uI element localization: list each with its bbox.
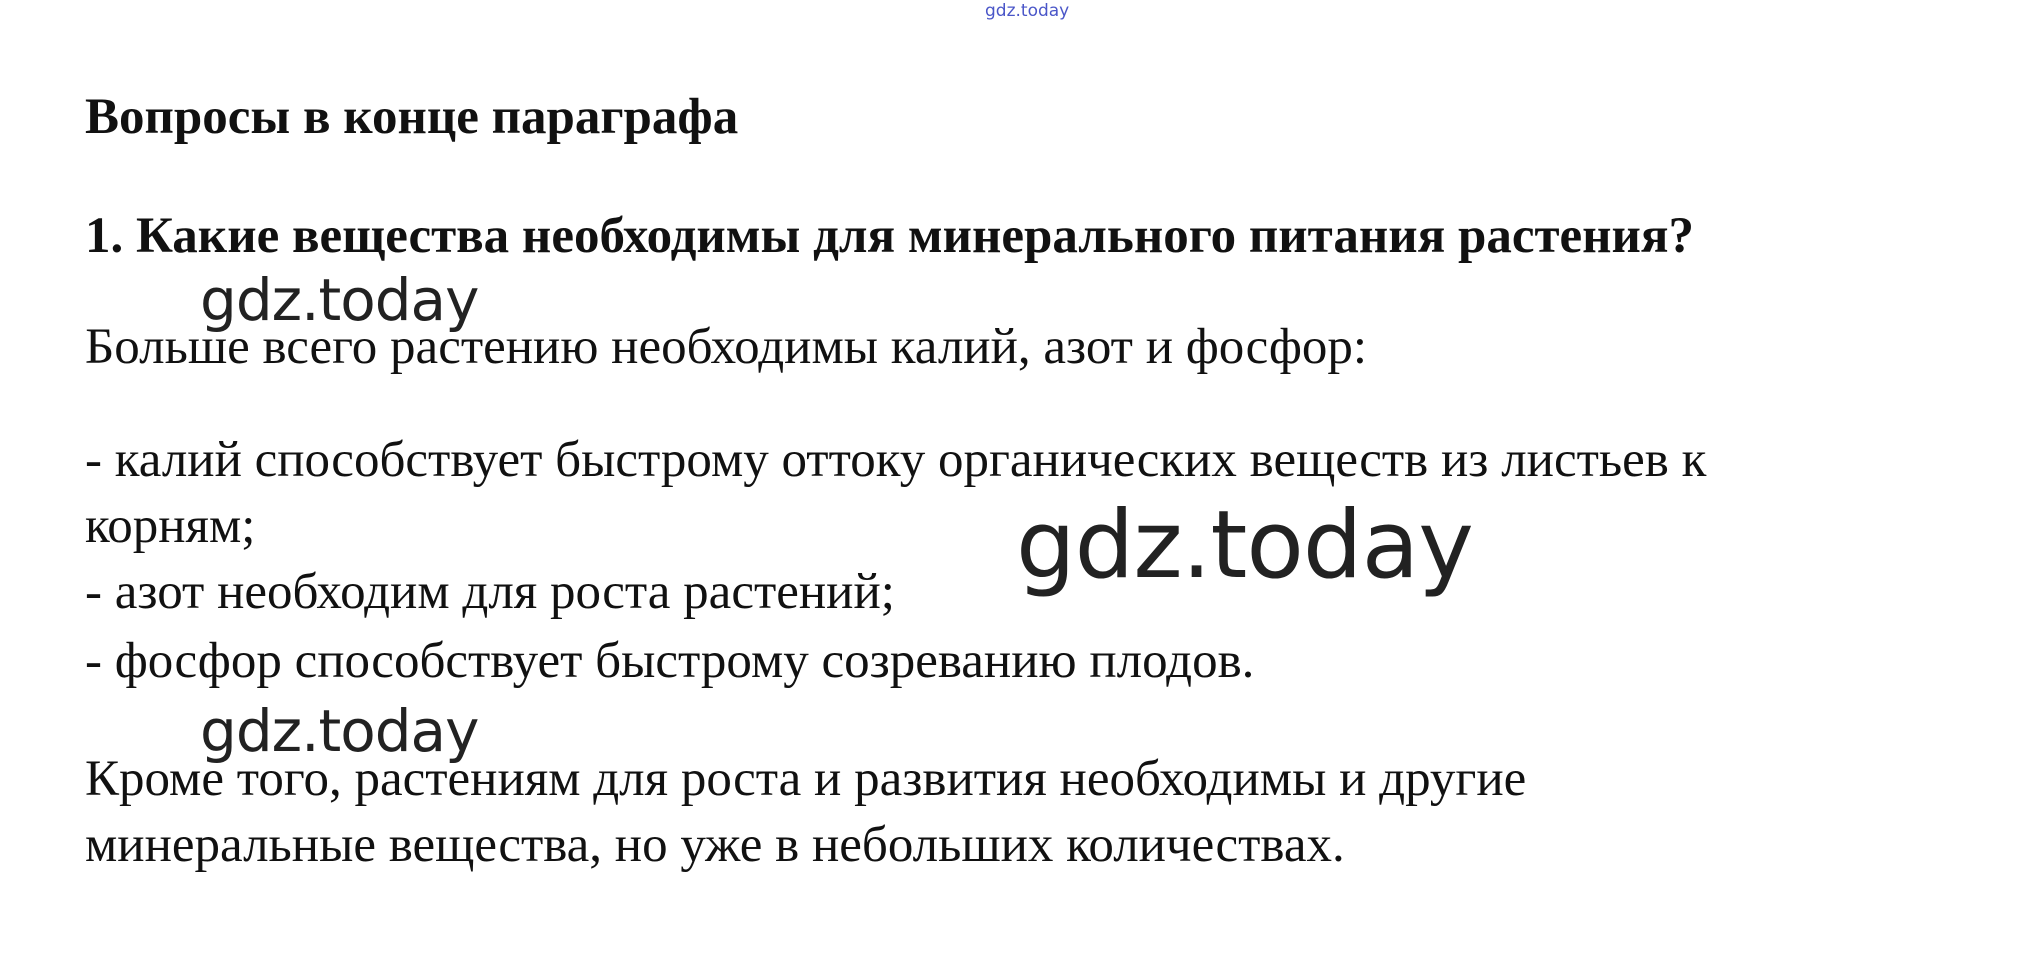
top-watermark: gdz.today [985, 1, 1070, 21]
watermark-large: gdz.today [1016, 491, 1473, 600]
bullet-nitrogen: - азот необходим для роста растений; [85, 564, 895, 620]
section-heading: Вопросы в конце параграфа [85, 89, 739, 145]
bullet-potassium-line-2: корням; [85, 498, 256, 554]
bullet-phosphorus: - фосфор способствует быстрому созреванию плодов. [85, 633, 1255, 689]
answer-intro: Больше всего растению необходимы калий, азот и фосфор: [85, 319, 1368, 375]
bullet-potassium-line-1: - калий способствует быстрому оттоку органических веществ из листьев к [85, 432, 1707, 488]
watermark-small-2: gdz.today [200, 697, 479, 765]
closing-line-1: Кроме того, растениям для роста и развития необходимы и другие [85, 751, 1527, 807]
question-title: 1. Какие вещества необходимы для минерального питания растения? [85, 208, 1695, 264]
closing-line-2: минеральные вещества, но уже в небольших количествах. [85, 817, 1345, 873]
watermark-small-1: gdz.today [200, 266, 479, 334]
